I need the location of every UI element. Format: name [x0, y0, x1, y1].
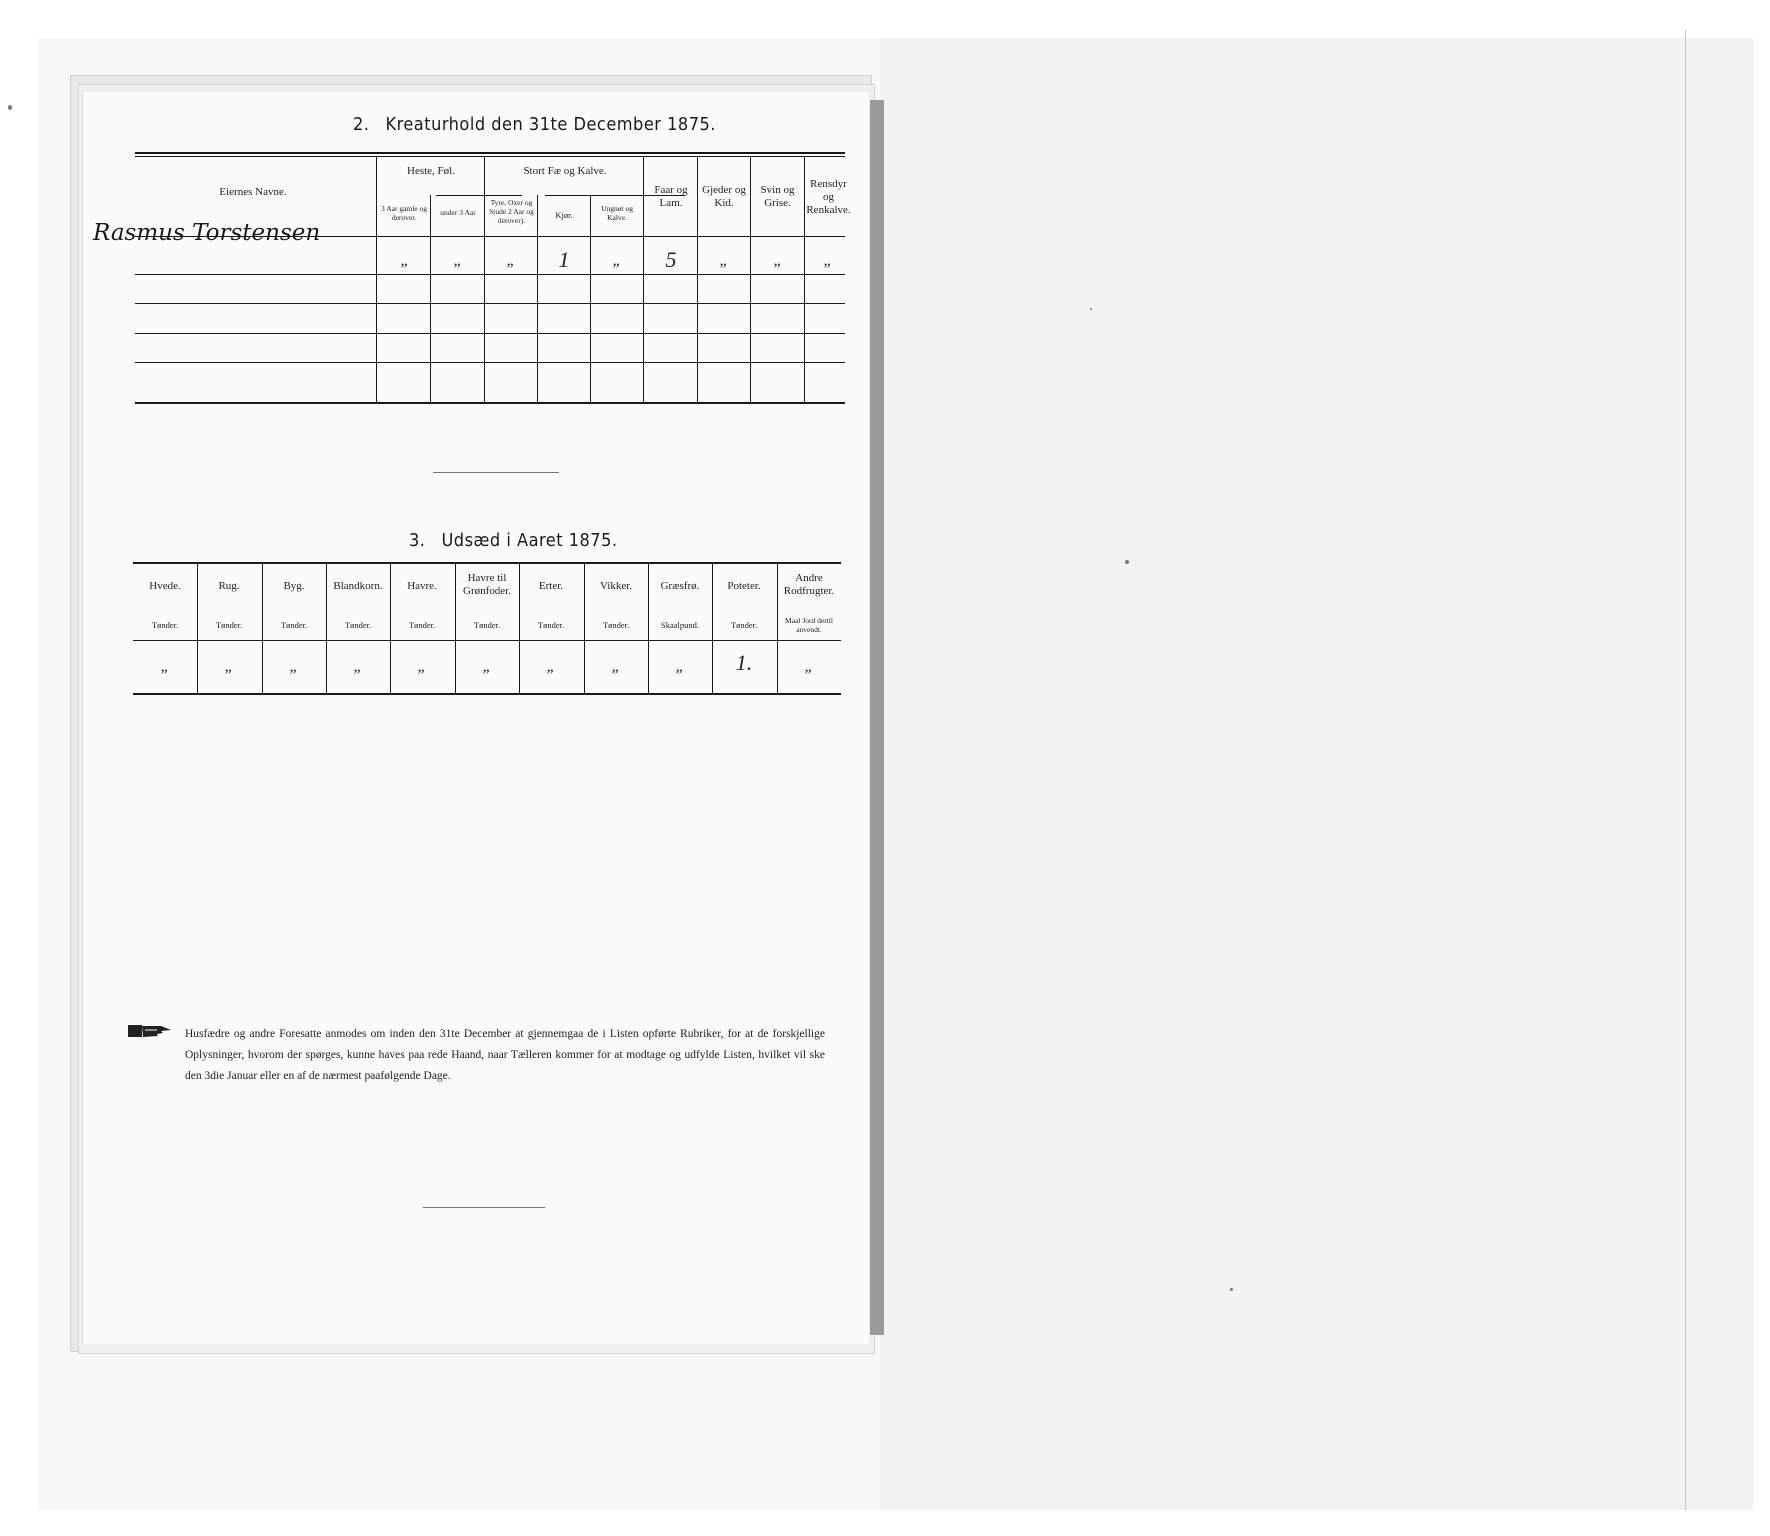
seed-col-name: Blandkorn.	[333, 580, 383, 592]
col-divider	[697, 156, 698, 402]
seed-col-name: Andre Rodfrugter.	[783, 572, 835, 597]
speck	[1230, 1288, 1233, 1291]
seed-col-unit: Tønder.	[151, 620, 179, 630]
seed-col-name: Erter.	[538, 580, 564, 592]
seed-col-divider	[326, 564, 327, 693]
table3-bottom-rule	[133, 693, 841, 695]
speck	[1125, 560, 1129, 564]
seed-col-divider	[648, 564, 649, 693]
col-divider	[537, 195, 538, 402]
section3-title	[409, 530, 618, 551]
seed-col-divider	[777, 564, 778, 693]
header-faar: Faar og Lam.	[654, 184, 688, 209]
seed-value-cell: „	[353, 658, 363, 675]
seed-col-name: Rug.	[218, 580, 240, 592]
cell-svin: „	[773, 252, 783, 269]
seed-col-name: Byg.	[283, 580, 305, 592]
blank-facing-page	[880, 38, 1753, 1510]
seed-col-unit: Tønder.	[280, 620, 308, 630]
speck	[1090, 308, 1092, 310]
seed-col-divider	[584, 564, 585, 693]
seed-value-cell: „	[546, 658, 556, 675]
seed-col-unit: Tønder.	[473, 620, 501, 630]
header-rensdyr: Rensdyr og Renkalve.	[806, 178, 851, 216]
seed-value-cell: „	[224, 658, 234, 675]
cell-faar: 5	[665, 247, 677, 272]
header-kjor: Kjør.	[555, 210, 573, 220]
cell-gjeder: „	[719, 252, 729, 269]
col-divider	[643, 156, 644, 402]
table2-bottom-rule	[135, 402, 845, 404]
seed-col-unit: Tønder.	[730, 620, 758, 630]
table2-top-rule	[135, 152, 845, 154]
header-heste-3aar: 3 Aar gamle og derover.	[380, 204, 428, 222]
header-gjeder: Gjeder og Kid.	[702, 184, 746, 209]
col-divider	[484, 156, 485, 402]
seed-col-divider	[455, 564, 456, 693]
header-svin: Svin og Grise.	[760, 184, 795, 209]
seed-value-cell: „	[482, 658, 492, 675]
cell-ungnot: „	[612, 252, 622, 269]
seed-col-divider	[712, 564, 713, 693]
seed-col-divider	[519, 564, 520, 693]
table2-row-rule	[135, 303, 845, 304]
seed-col-unit: Tønder.	[215, 620, 243, 630]
table2-row-rule	[135, 274, 845, 275]
seed-value-cell: „	[675, 658, 685, 675]
seed-value-cell: „	[804, 658, 814, 675]
seed-col-unit: Maal Jord dertil anvendt.	[785, 616, 833, 634]
header-heste: Heste, Føl.	[407, 165, 455, 177]
speck	[8, 105, 12, 110]
header-owner-names: Eiernes Navne.	[219, 186, 287, 198]
header-ungnot: Ungnøt og Kalve.	[601, 204, 633, 222]
seed-col-divider	[390, 564, 391, 693]
seed-col-unit: Skaalpund.	[660, 620, 699, 630]
seed-col-unit: Tønder.	[408, 620, 436, 630]
table3-top-rule	[133, 562, 841, 564]
header-tyre-oxer: Tyre, Oxer og Stude 2 Aar og derover).	[489, 198, 534, 225]
page-edge-shadow	[870, 100, 884, 1335]
seed-value-cell: 1.	[735, 650, 753, 675]
header-stort-fae: Stort Fæ og Kalve.	[523, 165, 607, 177]
col-divider	[430, 195, 431, 402]
section3-number: 3.	[409, 530, 426, 551]
seed-col-divider	[197, 564, 198, 693]
seed-col-name: Vikker.	[599, 580, 633, 592]
cell-tyre: „	[506, 252, 516, 269]
seed-value-cell: „	[417, 658, 427, 675]
section2-title	[353, 114, 716, 135]
end-divider	[423, 1207, 545, 1208]
section3-title-text: Udsæd i Aaret 1875.	[441, 530, 618, 551]
seed-value-cell: „	[611, 658, 621, 675]
cell-rensdyr: „	[823, 252, 833, 269]
table2-top-rule-2	[135, 156, 845, 157]
col-divider	[590, 195, 591, 402]
col-divider	[804, 156, 805, 402]
scan-edge-line	[1685, 30, 1686, 1510]
seed-col-unit: Tønder.	[344, 620, 372, 630]
seed-col-name: Græsfrø.	[660, 580, 700, 592]
section2-number: 2.	[353, 114, 370, 135]
census-form-page	[82, 92, 869, 1344]
seed-value-cell: „	[160, 658, 170, 675]
cell-heste-3aar: „	[400, 252, 410, 269]
seed-col-unit: Tønder.	[537, 620, 565, 630]
seed-value-cell: „	[289, 658, 299, 675]
header-heste-under3: under 3 Aar	[440, 208, 476, 217]
section-divider	[433, 472, 559, 473]
cell-heste-under3: „	[453, 252, 463, 269]
seed-col-name: Poteter.	[727, 580, 761, 592]
col-divider	[750, 156, 751, 402]
seed-col-unit: Tønder.	[602, 620, 630, 630]
pointing-hand-icon	[127, 1022, 175, 1040]
seed-col-name: Havre til Grønfoder.	[463, 572, 511, 597]
instruction-note: Husfædre og andre Foresatte anmodes om inden den 31te December at gjennemgaa de i Listen opførte Rubriker, for at de forskjellige Oplysninger, hvorom der spørges, kunne haves paa rede Haand, naar Tælleren kommer for at modtage og udfylde Listen, hvilket vil ske den 3die Januar eller en af de nærmest paafølgende Dage.	[185, 1028, 825, 1082]
seed-col-divider	[262, 564, 263, 693]
section2-title-text: Kreaturhold den 31te December 1875.	[385, 114, 716, 135]
heste-sub-rule	[436, 195, 522, 196]
table2-row-rule	[135, 362, 845, 363]
seed-col-name: Havre.	[407, 580, 437, 592]
table3-header-rule	[133, 640, 841, 641]
col-divider	[376, 156, 377, 402]
seed-col-name: Hvede.	[149, 580, 181, 592]
cell-kjor: 1	[558, 247, 570, 272]
table2-row-rule	[135, 333, 845, 334]
owner-name-cell: Rasmus Torstensen	[93, 220, 321, 246]
